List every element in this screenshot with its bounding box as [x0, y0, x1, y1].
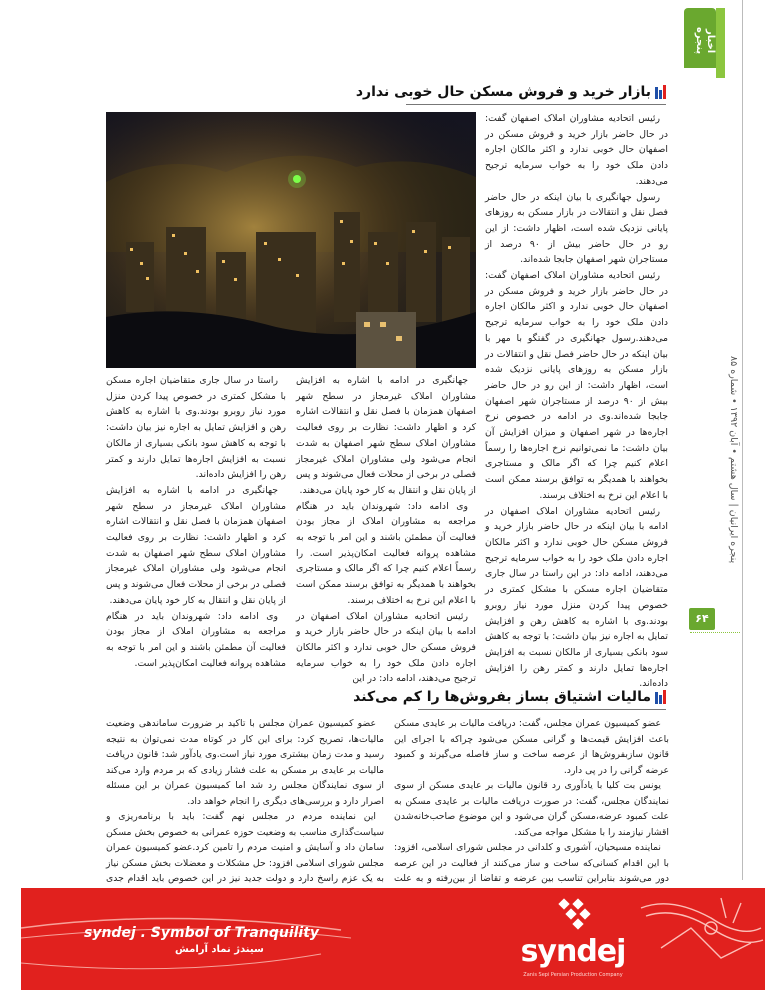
- paragraph: جهانگیری در ادامه با اشاره به افزایش مشاوران املاک غیرمجاز در سطح شهر اصفهان همزمان با فصل نقل و انتقالات اشاره کرد و اظهار داشت: نظارت بر روی فعالیت مشاوران املاک سطح شهر اصفهان به شدت انجام می‌شود ولی مشاوران املاک غیرمجاز فصلی در برخی از محلات فعال می‌شوند و پس از پایان نقل و انتقال به کار خود پایان می‌دهند.: [106, 484, 286, 606]
- article1-column-left: [106, 373, 286, 671]
- article2-title-text: مالیات اشتیاق بساز بفروش‌ها را کم می‌کند: [353, 689, 651, 705]
- page-number: ۶۴: [689, 608, 715, 630]
- ad-slogan: syndej . Symbol of Tranquility: [84, 925, 320, 941]
- article1-column-right: [485, 111, 668, 692]
- paragraph: عضو کمیسیون عمران مجلس با تاکید بر ضرورت ساماندهی وضعیت مالیات‌ها، تصریح کرد: برای این کار در کوتاه مدت نمی‌توان به نتیجه رسید و مدت زمان بیشتری مورد نیاز است.وی یادآور شد: قانون دریافت مالیات بر عایدی بر مسکن به علت فشار زیادی که بر مردم وارد می‌کند از سوی نمایندگان مجلس رد شد اما کمیسیون عمران بر این مسئله اصرار دارد و بررسی‌های دیگری را انجام خواهد داد.: [106, 718, 384, 807]
- accent-bar: [716, 8, 725, 78]
- syndej-mark-icon: [518, 896, 628, 936]
- syndej-logo: [518, 896, 628, 986]
- article2-title: [353, 689, 666, 705]
- paragraph: عضو کمیسیون عمران مجلس، گفت: دریافت مالیات بر عایدی مسکن باعث افزایش قیمت‌ها و گرانی مسکن می‌شود چراکه با اجرای این قانون سازبفروش‌ها از عرصه ساخت و ساز فاصله می‌گیرند و کمبود عرضه گرانی را در پی دارد.: [394, 718, 669, 776]
- paragraph: رئیس اتحادیه مشاوران املاک اصفهان گفت: در حال حاضر بازار خرید و فروش مسکن در اصفهان حال خوبی ندارد و اکثر مالکان اجاره دادن ملک خود را به خواب سرمایه ترجیح می‌دهند.: [485, 113, 668, 187]
- paragraph: جهانگیری در ادامه با اشاره به افزایش مشاوران املاک غیرمجاز در سطح شهر اصفهان همزمان با فصل نقل و انتقالات اشاره کرد و اظهار داشت: نظارت بر روی فعالیت مشاوران املاک سطح شهر اصفهان به شدت انجام می‌شود ولی مشاوران املاک غیرمجاز فصلی در برخی از محلات فعال می‌شوند و پس از پایان نقل و انتقال به کار خود پایان می‌دهند.: [296, 375, 476, 496]
- issue-info: پنجره ایرانیان | سال هشتم • آبان ۱۳۹۲ • شماره ۸۵: [728, 356, 739, 564]
- chart-icon: [655, 85, 666, 99]
- paragraph: وی ادامه داد: شهروندان باید در هنگام مراجعه به مشاوران املاک از مجاز بودن فعالیت آن مطمئن باشند و این امر با توجه به مشاهده پروانه فعالیت امکان‌پذیر است.: [106, 610, 286, 669]
- section-tab: [684, 8, 716, 68]
- chart-icon: [655, 690, 666, 704]
- margin-rule: [742, 0, 743, 880]
- ad-slogan-persian: سیندژ نماد آرامش: [175, 944, 264, 955]
- article1-title: [356, 84, 666, 100]
- paragraph: رئیس اتحادیه مشاوران املاک اصفهان در ادامه با بیان اینکه در حال حاضر بازار خرید و فروش مسکن حال خوبی ندارد و اکثر مالکان اجاره دادن ملک خود را به خواب سرمایه ترجیح می‌دهند، ادامه داد: در این: [296, 610, 476, 685]
- city-night-photo: [106, 112, 476, 368]
- page-number-rule: [690, 632, 740, 633]
- paragraph: رئیس اتحادیه مشاوران املاک اصفهان گفت: در حال حاضر بازار خرید و فروش مسکن در اصفهان حال خوبی ندارد و اکثر مالکان اجاره دادن ملک خود را به خواب سرمایه ترجیح می‌دهند.رسول جهانگیری در گفتگو با مهر با بیان اینکه در حال حاضر فصل نقل و انتقالات در بازار مسکن به روزهای پایانی نزدیک شده است، اظهار داشت: از این رو در حال حاضر بیش از ۹۰ درصد از مستاجران شهر اصفهان جابجا شده‌اند.وی در ادامه در خصوص نرخ اجاره‌ها در شهر اصفهان و میزان افزایش آن بیان داشت: ما نمی‌توانیم نرخ اجاره‌ها را رسماً اعلام کنیم چرا که اگر مالک و مستاجری بخواهند با همدیگر به توافق برسند ممکن است با اعلام این نرخ به اختلاف برسند.: [485, 270, 669, 501]
- paragraph: این نماینده مردم در مجلس نهم گفت: باید با برنامه‌ریزی و سیاست‌گذاری مناسب به وضعیت حوزه عمرانی به خصوص بخش مسکن سامان داد و آسایش و امنیت مردم را تامین کرد.عضو کمیسیون عمران مجلس شورای اسلامی افزود: حل مشکلات و معضلات بخش مسکن نیاز به یک عزم راسخ دارد و دولت جدید نیز در این خصوص باید اقدام جدی: [106, 811, 384, 884]
- paragraph: وی ادامه داد: شهروندان باید در هنگام مراجعه به مشاوران املاک از مجاز بودن فعالیت آن مطمئن باشند و این امر با توجه به مشاهده پروانه فعالیت امکان‌پذیر است. را رسماً اعلام کنیم چرا که اگر مالک و مستاجری بخواهند با همدیگر به توافق برسند ممکن است با اعلام این نرخ به اختلاف برسند.: [296, 500, 476, 606]
- section-tab-label: اخبار پنجره: [694, 27, 716, 55]
- paragraph: نماینده مسیحیان، آشوری و کلدانی در مجلس شورای اسلامی، افزود: با این اقدام کسانی‌که ساخت و ساز می‌کنند از فعالیت در این عرصه دور می‌شوند بنابراین تناسب بین عرضه و تقاضا از بین‌رفته و به علت: [394, 842, 669, 884]
- brand-name: syndej: [520, 934, 626, 969]
- paragraph: یونس بت کلیا با یادآوری رد قانون مالیات بر عایدی مسکن از سوی نمایندگان مجلس، گفت: در صورت دریافت مالیات بر عایدی مسکن به علت کمبود عرضه،مسکن گران می‌شود و این موضوع صاحب‌خانه‌شدن اقشار نیازمند را با مشکل مواجه می‌کند.: [394, 780, 669, 838]
- article2-column-right: [394, 716, 669, 902]
- brand-subtitle: Zanis Sepi Persian Production Company: [523, 972, 623, 978]
- paragraph: راستا در سال جاری متقاضیان اجاره مسکن با مشکل کمتری در خصوص پیدا کردن منزل مورد نیاز روبرو بودند.وی با اشاره به کاهش رهن و افزایش تمایل به اجاره نیز بیان داشت: با توجه به کاهش سود بانکی بسیاری از مالکان نسبت به افزایش اجاره‌ها تمایل دارند و کمتر رهن را افزایش داده‌اند.: [106, 375, 286, 481]
- paragraph: رسول جهانگیری با بیان اینکه در حال حاضر فصل نقل و انتقالات در بازار مسکن به روزهای پایانی نزدیک شده است، اظهار داشت: از این رو در حال حاضر بیش از ۹۰ درصد از مستاجران شهر اصفهان جابجا شده‌اند.: [485, 191, 668, 266]
- article2-title-rule: [418, 709, 666, 710]
- article1-title-text: بازار خرید و فروش مسکن حال خوبی ندارد: [355, 84, 651, 100]
- paragraph: رئیس اتحادیه مشاوران املاک اصفهان در ادامه با بیان اینکه در حال حاضر بازار خرید و فروش مسکن حال خوبی ندارد و اکثر مالکان اجاره دادن ملک خود را به خواب سرمایه ترجیح می‌دهند، ادامه داد: در این راستا در سال جاری متقاضیان اجاره مسکن با مشکل کمتری در خصوص پیدا کردن منزل مورد نیاز روبرو بودند.وی با اشاره به کاهش رهن و افزایش تمایل به اجاره نیز بیان داشت: با توجه به کاهش سود بانکی بسیاری از مالکان نسبت به افزایش اجاره‌ها تمایل دارند و کمتر رهن را افزایش داده‌اند.: [485, 505, 668, 690]
- article2-column-left: [106, 716, 384, 902]
- article1-title-rule: [406, 104, 666, 105]
- article1-column-middle: [296, 373, 476, 687]
- photo-illustration: [106, 112, 476, 368]
